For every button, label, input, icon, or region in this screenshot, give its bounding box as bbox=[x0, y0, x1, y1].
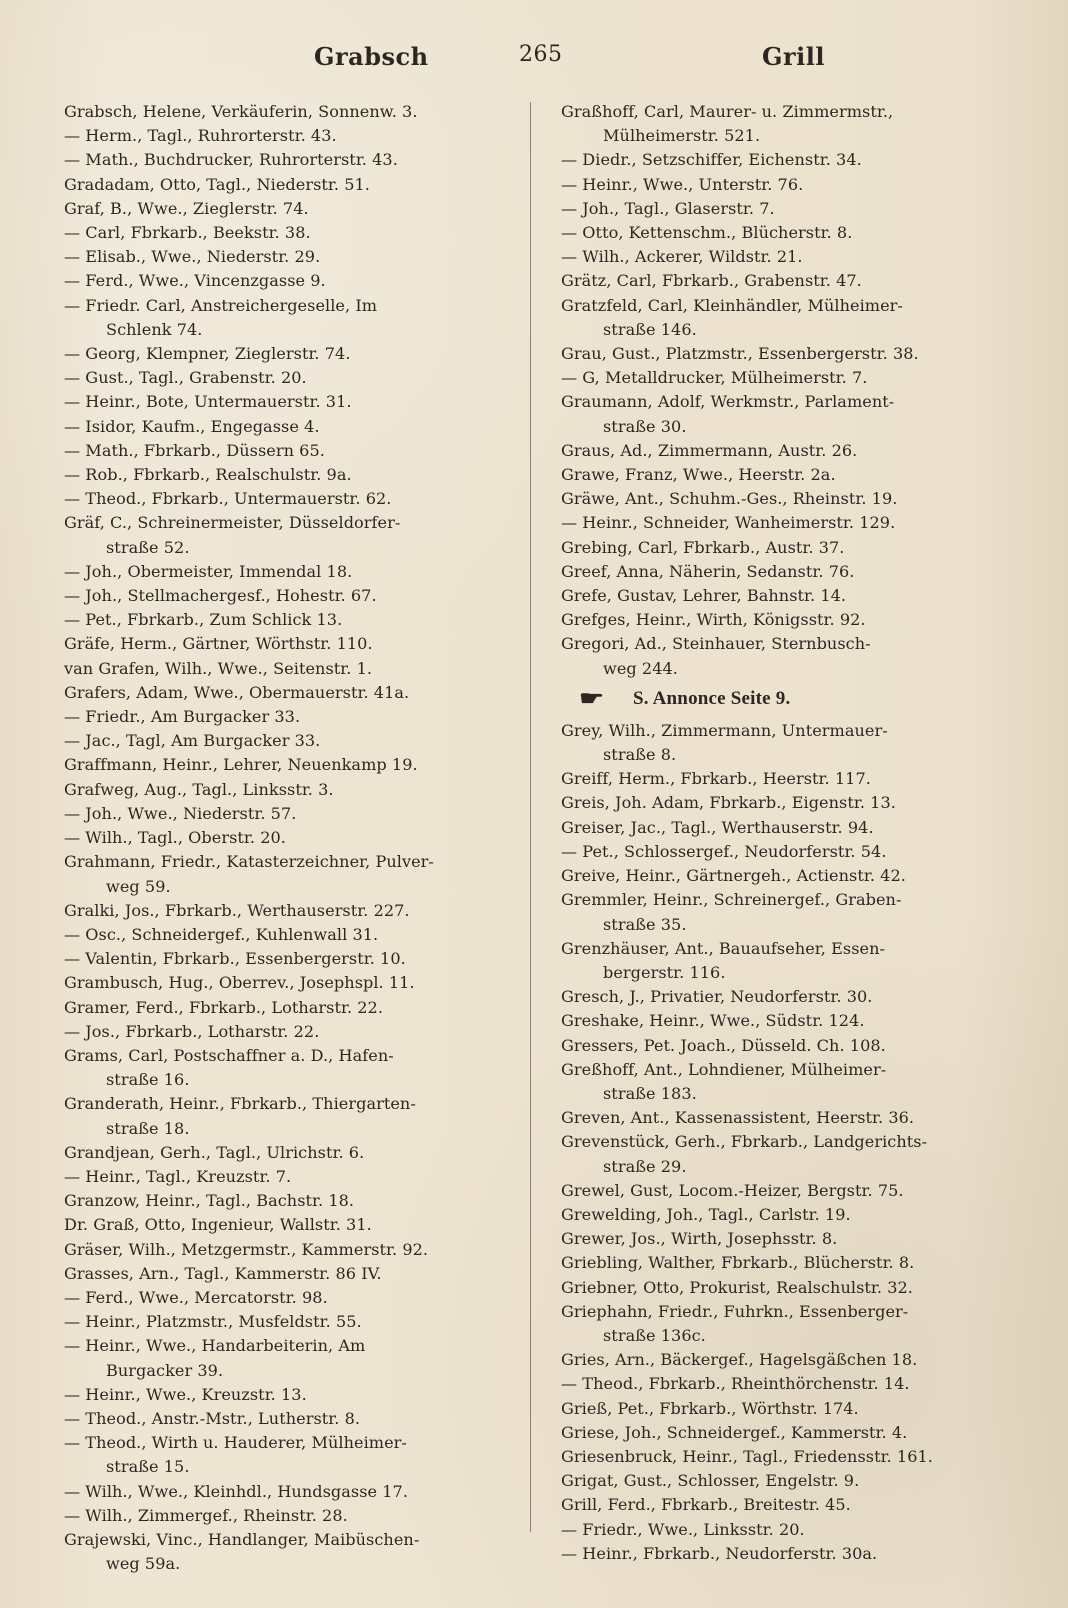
directory-entry: — Wilh., Tagl., Oberstr. 20. bbox=[64, 828, 286, 848]
directory-entry: weg 59a. bbox=[106, 1554, 181, 1574]
directory-entry: Grill, Ferd., Fbrkarb., Breitestr. 45. bbox=[561, 1495, 851, 1515]
directory-entry: Grajewski, Vinc., Handlanger, Maibüschen- bbox=[64, 1529, 420, 1549]
left-column bbox=[64, 100, 494, 1576]
directory-entry: Burgacker 39. bbox=[106, 1360, 224, 1380]
directory-entry: Greven, Ant., Kassenassistent, Heerstr. 36. bbox=[561, 1108, 915, 1128]
directory-entry: straße 52. bbox=[106, 537, 190, 557]
directory-entry: — Rob., Fbrkarb., Realschulstr. 9a. bbox=[64, 465, 352, 485]
directory-entry: Grigat, Gust., Schlosser, Engelstr. 9. bbox=[561, 1471, 860, 1491]
directory-entry: — Heinr., Fbrkarb., Neudorferstr. 30a. bbox=[561, 1543, 878, 1563]
directory-entry: Mülheimerstr. 521. bbox=[603, 126, 761, 146]
directory-entry: Grafweg, Aug., Tagl., Linksstr. 3. bbox=[64, 779, 334, 799]
directory-entry: bergerstr. 116. bbox=[603, 962, 726, 982]
directory-entry: Gressers, Pet. Joach., Düsseld. Ch. 108. bbox=[561, 1035, 886, 1055]
directory-entry: — Heinr., Schneider, Wanheimerstr. 129. bbox=[561, 513, 896, 533]
directory-entry: weg 244. bbox=[603, 658, 678, 678]
directory-entry: Gries, Arn., Bäckergef., Hagelsgäßchen 18. bbox=[561, 1350, 918, 1370]
directory-entry: — Heinr., Wwe., Kreuzstr. 13. bbox=[64, 1384, 307, 1404]
directory-entry: Graßhoff, Carl, Maurer- u. Zimmermstr., bbox=[561, 102, 894, 121]
directory-entry: straße 136c. bbox=[603, 1325, 706, 1345]
directory-entry: straße 16. bbox=[106, 1070, 190, 1090]
directory-entry: — Herm., Tagl., Ruhrorterstr. 43. bbox=[64, 126, 337, 146]
directory-entry: Gralki, Jos., Fbrkarb., Werthauserstr. 227. bbox=[64, 900, 410, 920]
directory-entry: Grewelding, Joh., Tagl., Carlstr. 19. bbox=[561, 1204, 851, 1224]
directory-entry: Greshake, Heinr., Wwe., Südstr. 124. bbox=[561, 1011, 865, 1031]
directory-entry: Grewer, Jos., Wirth, Josephsstr. 8. bbox=[561, 1229, 838, 1249]
directory-entry: Grevenstück, Gerh., Fbrkarb., Landgerichts- bbox=[561, 1132, 928, 1152]
page-header bbox=[64, 42, 1026, 92]
directory-entry: Graf, B., Wwe., Zieglerstr. 74. bbox=[64, 198, 309, 218]
directory-entry: — Math., Fbrkarb., Düssern 65. bbox=[64, 440, 325, 460]
directory-entry: Grefe, Gustav, Lehrer, Bahnstr. 14. bbox=[561, 586, 847, 606]
directory-entry: Griebner, Otto, Prokurist, Realschulstr. 32. bbox=[561, 1277, 913, 1297]
directory-entry: — Friedr., Am Burgacker 33. bbox=[64, 707, 301, 727]
directory-entry: Grenzhäuser, Ant., Bauaufseher, Essen- bbox=[561, 938, 886, 958]
directory-entry: — Otto, Kettenschm., Blücherstr. 8. bbox=[561, 223, 853, 243]
directory-entry: Grambusch, Hug., Oberrev., Josephspl. 11. bbox=[64, 973, 415, 993]
directory-entry: straße 146. bbox=[603, 319, 697, 339]
directory-entry: weg 59. bbox=[106, 876, 171, 896]
directory-entry: — G, Metalldrucker, Mülheimerstr. 7. bbox=[561, 368, 868, 388]
directory-entry: Greiser, Jac., Tagl., Werthauserstr. 94. bbox=[561, 817, 874, 837]
directory-entry: — Heinr., Platzmstr., Musfeldstr. 55. bbox=[64, 1312, 362, 1332]
directory-entry: — Diedr., Setzschiffer, Eichenstr. 34. bbox=[561, 150, 862, 170]
directory-entry: Schlenk 74. bbox=[106, 319, 203, 339]
annonce-text: S. Annonce Seite 9. bbox=[633, 687, 791, 709]
directory-entry: straße 18. bbox=[106, 1118, 190, 1138]
directory-entry: Greßhoff, Ant., Lohndiener, Mülheimer- bbox=[561, 1059, 887, 1079]
directory-entry: — Joh., Stellmachergesf., Hohestr. 67. bbox=[64, 586, 377, 606]
directory-entry: Griese, Joh., Schneidergef., Kammerstr. 4. bbox=[561, 1422, 908, 1442]
directory-entry: Graffmann, Heinr., Lehrer, Neuenkamp 19. bbox=[64, 755, 418, 775]
columns bbox=[64, 100, 1026, 1580]
directory-entry: Griebling, Walther, Fbrkarb., Blücherstr. 8. bbox=[561, 1253, 915, 1273]
directory-entry: Griephahn, Friedr., Fuhrkn., Essenberger- bbox=[561, 1301, 909, 1321]
directory-entry: — Carl, Fbrkarb., Beekstr. 38. bbox=[64, 223, 311, 243]
directory-entry: Granderath, Heinr., Fbrkarb., Thiergarten- bbox=[64, 1094, 416, 1114]
directory-entry: Gräser, Wilh., Metzgermstr., Kammerstr. 92. bbox=[64, 1239, 429, 1259]
directory-entry: — Theod., Fbrkarb., Rheinthörchenstr. 14. bbox=[561, 1374, 910, 1394]
column-divider bbox=[530, 102, 531, 1532]
directory-entry: — Gust., Tagl., Grabenstr. 20. bbox=[64, 368, 307, 388]
directory-entry: — Osc., Schneidergef., Kuhlenwall 31. bbox=[64, 924, 379, 944]
annonce-note bbox=[561, 687, 991, 711]
directory-entry: Grey, Wilh., Zimmermann, Untermauer- bbox=[561, 720, 888, 740]
directory-entry: Grahmann, Friedr., Katasterzeichner, Pulver- bbox=[64, 852, 434, 872]
directory-entry: Gräfe, Herm., Gärtner, Wörthstr. 110. bbox=[64, 634, 373, 654]
directory-entry: — Jac., Tagl, Am Burgacker 33. bbox=[64, 731, 321, 751]
directory-entry: Grawe, Franz, Wwe., Heerstr. 2a. bbox=[561, 465, 836, 485]
directory-entry: van Grafen, Wilh., Wwe., Seitenstr. 1. bbox=[64, 658, 373, 678]
directory-entry: Griesenbruck, Heinr., Tagl., Friedensstr. 161. bbox=[561, 1446, 933, 1466]
directory-entry: — Heinr., Wwe., Unterstr. 76. bbox=[561, 174, 804, 194]
header-left-word: Grabsch bbox=[314, 42, 429, 71]
directory-entry: Greef, Anna, Näherin, Sedanstr. 76. bbox=[561, 561, 855, 581]
directory-entry: Graumann, Adolf, Werkmstr., Parlament- bbox=[561, 392, 895, 412]
directory-entry: Greis, Joh. Adam, Fbrkarb., Eigenstr. 13. bbox=[561, 793, 896, 813]
directory-entry: Gresch, J., Privatier, Neudorferstr. 30. bbox=[561, 987, 873, 1007]
pointing-hand-icon: ☛ bbox=[579, 687, 605, 710]
directory-entry: — Heinr., Wwe., Handarbeiterin, Am bbox=[64, 1336, 366, 1356]
directory-entry: — Joh., Tagl., Glaserstr. 7. bbox=[561, 198, 775, 218]
directory-entry: — Jos., Fbrkarb., Lotharstr. 22. bbox=[64, 1021, 320, 1041]
directory-entry: — Ferd., Wwe., Vincenzgasse 9. bbox=[64, 271, 326, 291]
directory-entry: — Pet., Fbrkarb., Zum Schlick 13. bbox=[64, 610, 343, 630]
directory-entry: — Math., Buchdrucker, Ruhrorterstr. 43. bbox=[64, 150, 398, 170]
directory-entry: — Isidor, Kaufm., Engegasse 4. bbox=[64, 416, 320, 436]
directory-entry: Gratzfeld, Carl, Kleinhändler, Mülheimer- bbox=[561, 295, 903, 315]
directory-entry: Grewel, Gust, Locom.-Heizer, Bergstr. 75. bbox=[561, 1180, 904, 1200]
directory-entry: straße 30. bbox=[603, 416, 687, 436]
directory-entry: Grau, Gust., Platzmstr., Essenbergerstr. 38. bbox=[561, 344, 919, 364]
directory-entry: straße 15. bbox=[106, 1457, 190, 1477]
directory-entry: Greiff, Herm., Fbrkarb., Heerstr. 117. bbox=[561, 769, 871, 789]
directory-entry: Gramer, Ferd., Fbrkarb., Lotharstr. 22. bbox=[64, 997, 384, 1017]
directory-entry: — Theod., Anstr.-Mstr., Lutherstr. 8. bbox=[64, 1408, 361, 1428]
directory-entry: — Wilh., Zimmergef., Rheinstr. 28. bbox=[64, 1505, 348, 1525]
directory-entry: Granzow, Heinr., Tagl., Bachstr. 18. bbox=[64, 1191, 355, 1211]
directory-entry: Grefges, Heinr., Wirth, Königsstr. 92. bbox=[561, 610, 866, 630]
directory-entry: Grasses, Arn., Tagl., Kammerstr. 86 IV. bbox=[64, 1263, 382, 1283]
directory-entry: — Wilh., Wwe., Kleinhdl., Hundsgasse 17. bbox=[64, 1481, 409, 1501]
directory-entry: straße 35. bbox=[603, 914, 687, 934]
directory-entry: — Ferd., Wwe., Mercatorstr. 98. bbox=[64, 1287, 328, 1307]
directory-entry: — Wilh., Ackerer, Wildstr. 21. bbox=[561, 247, 803, 267]
directory-entry: Grätz, Carl, Fbrkarb., Grabenstr. 47. bbox=[561, 271, 862, 291]
directory-entry: Grafers, Adam, Wwe., Obermauerstr. 41a. bbox=[64, 682, 410, 702]
right-column bbox=[561, 100, 991, 1566]
directory-entry: — Pet., Schlossergef., Neudorferstr. 54. bbox=[561, 841, 887, 861]
directory-entry: Gremmler, Heinr., Schreinergef., Graben- bbox=[561, 890, 902, 910]
directory-entry: Graus, Ad., Zimmermann, Austr. 26. bbox=[561, 440, 858, 460]
directory-entry: — Georg, Klempner, Zieglerstr. 74. bbox=[64, 344, 351, 364]
directory-entry: Gradadam, Otto, Tagl., Niederstr. 51. bbox=[64, 174, 370, 194]
directory-entry: Gräf, C., Schreinermeister, Düsseldorfer- bbox=[64, 513, 401, 533]
directory-entry: Greive, Heinr., Gärtnergeh., Actienstr. 42. bbox=[561, 866, 906, 886]
directory-entry: — Theod., Fbrkarb., Untermauerstr. 62. bbox=[64, 489, 392, 509]
directory-entry: Grabsch, Helene, Verkäuferin, Sonnenw. 3. bbox=[64, 102, 418, 121]
directory-entry: — Heinr., Tagl., Kreuzstr. 7. bbox=[64, 1166, 292, 1186]
directory-entry: — Heinr., Bote, Untermauerstr. 31. bbox=[64, 392, 352, 412]
directory-entry: Gregori, Ad., Steinhauer, Sternbusch- bbox=[561, 634, 871, 654]
directory-entry: — Friedr., Wwe., Linksstr. 20. bbox=[561, 1519, 805, 1539]
directory-entry: — Theod., Wirth u. Hauderer, Mülheimer- bbox=[64, 1433, 407, 1453]
directory-entry: straße 183. bbox=[603, 1083, 697, 1103]
directory-entry: Grandjean, Gerh., Tagl., Ulrichstr. 6. bbox=[64, 1142, 365, 1162]
directory-entry: — Joh., Obermeister, Immendal 18. bbox=[64, 561, 353, 581]
directory-entry: straße 8. bbox=[603, 745, 677, 765]
directory-entry: Grieß, Pet., Fbrkarb., Wörthstr. 174. bbox=[561, 1398, 859, 1418]
directory-entry: — Friedr. Carl, Anstreichergeselle, Im bbox=[64, 295, 378, 315]
directory-entry: — Joh., Wwe., Niederstr. 57. bbox=[64, 803, 297, 823]
page-number: 265 bbox=[519, 42, 563, 67]
directory-entry: Dr. Graß, Otto, Ingenieur, Wallstr. 31. bbox=[64, 1215, 372, 1235]
directory-entry: Gräwe, Ant., Schuhm.-Ges., Rheinstr. 19. bbox=[561, 489, 898, 509]
directory-entry: Grams, Carl, Postschaffner a. D., Hafen- bbox=[64, 1045, 394, 1065]
directory-entry: Grebing, Carl, Fbrkarb., Austr. 37. bbox=[561, 537, 845, 557]
header-right-word: Grill bbox=[762, 42, 825, 71]
directory-entry: — Elisab., Wwe., Niederstr. 29. bbox=[64, 247, 321, 267]
directory-entry: — Valentin, Fbrkarb., Essenbergerstr. 10. bbox=[64, 949, 406, 969]
directory-entry: straße 29. bbox=[603, 1156, 687, 1176]
